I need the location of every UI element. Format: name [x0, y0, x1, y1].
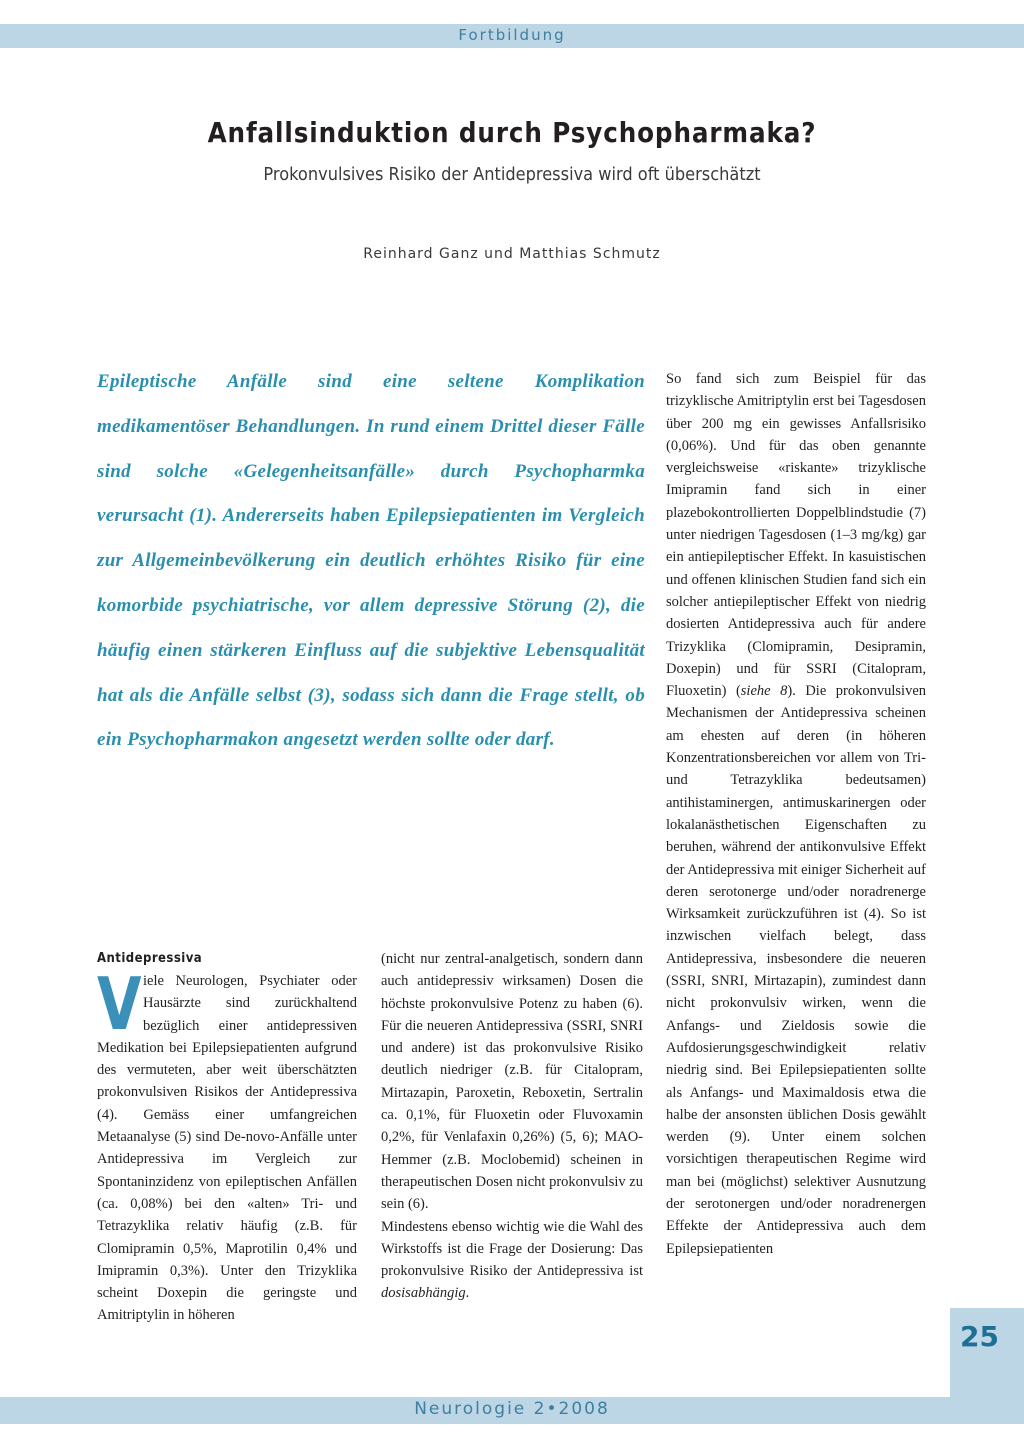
body-column-1 [97, 948, 357, 1327]
paragraph: (nicht nur zentral-analgetisch, sondern dann auch antidepressiv wirksamen) Dosen die höchste prokonvulsive Potenz zu haben (6). Für die neueren Antidepressiva (SSRI, SNRI und andere) ist das prokonvulsive Risiko deutlich niedriger (z.B. für Citalopram, Mirtazapin, Paroxetin, Reboxetin, Sertralin ca. 0,1%, für Fluoxetin oder Fluvoxamin 0,2%, für Venlafaxin 0,26%) (5, 6); MAO-Hemmer (z.B. Moclobemid) scheinen in therapeutischen Dosen nicht prokonvulsiv zu sein (6). [381, 951, 643, 1213]
article-title: Anfallsinduktion durch Psychopharmaka? [207, 116, 817, 149]
emphasis: dosisabhängig [381, 1285, 466, 1302]
paragraph [666, 368, 926, 1260]
body-column-2 [381, 948, 643, 1305]
header-band [0, 24, 1024, 48]
journal-label: Neurologie 2•2008 [414, 1399, 610, 1419]
paragraph-text: iele Neurologen, Psychiater oder Hausärzte sind zurückhaltend bezüglich einer antidepressiven Medikation bei Epilepsiepatienten aufgrund des vermuteten, aber weit überschätzten prokonvulsiven Risikos der Antidepressiva (4). Gemäss einer umfangreichen Metaanalyse (5) sind De-novo-Anfälle unter Antidepressiva im Vergleich zur Spontaninzidenz von epileptischen Anfällen (ca. 0,08%) bei den «alten» Tri- und Tetrazyklika relativ häufig (z.B. für Clomipramin 0,5%, Maprotilin 0,4% und Imipramin 0,3%). Unter den Trizyklika scheint Doxepin die geringste und Amitriptylin in höheren [97, 973, 357, 1324]
section-label: Fortbildung [458, 26, 566, 44]
page-number-tab [950, 1308, 1024, 1406]
paragraph-text: ). Die prokonvulsiven Mechanismen der Antidepressiva scheinen am ehesten auf deren (in höheren Konzentrationsbereichen vor allem von Tri- und Tetrazyklika bedeutsamen) antihistaminergen, antimuskarinergen oder lokalanästhetischen Eigenschaften zu beruhen, während der antikonvulsive Effekt der Antidepressiva mit einiger Sicherheit auf deren serotonerge und/oder noradrenerge Wirksamkeit zurückzuführen ist (4). So ist inzwischen vielfach belegt, dass Antidepressiva, insbesondere die neueren (SSRI, SNRI, Mirtazapin), zumindest dann nicht prokonvulsiv wirken, wenn die Anfangs- und Zieldosis sowie die Aufdosierungsgeschwindigkeit relativ niedrig sind. Bei Epilepsiepatienten sollte als Anfangs- und Maximaldosis etwa die halbe der ansonsten üblichen Dosis gewählt werden (9). Unter einem solchen vorsichtigen therapeutischen Regime wird man bei (möglichst) selektiver Ausnutzung der serotonergen und/oder noradrenergen Effekte der Antidepressiva auch dem Epilepsiepatienten [666, 683, 927, 1257]
footer-band [0, 1397, 1024, 1424]
article-subtitle: Prokonvulsives Risiko der Antidepressiva wird oft überschätzt [263, 164, 761, 185]
paragraph-text: . [465, 1285, 470, 1302]
emphasis: siehe 8 [740, 683, 788, 700]
paragraph-text: So fand sich zum Beispiel für das trizyklische Amitriptylin erst bei Tagesdosen über 200 mg ein gewisses Anfallsrisiko (0,06%). Und für das oben genannte vergleichsweise «riskante» trizyklische Imipramin fand sich in einer plazebokontrollierten Doppelblindstudie (7) unter niedrigen Tagesdosen (1–3 mg/kg) gar ein antiepileptischer Effekt. In kasuistischen und offenen klinischen Studien fand sich ein solcher antiepileptischer Effekt von niedrig dosierten Antidepressiva auch für andere Trizyklika (Clomipramin, Desipramin, Doxepin) und für SSRI (Citalopram, Fluoxetin) ( [666, 371, 926, 700]
section-heading: Antidepressiva [97, 951, 203, 966]
article-authors: Reinhard Ganz und Matthias Schmutz [363, 246, 661, 262]
paragraph [97, 962, 357, 1327]
dropcap: V [97, 962, 142, 1046]
page-number: 25 [960, 1320, 999, 1353]
abstract: Epileptische Anfälle sind eine seltene Komplikation medikamentöser Behandlungen. In rund einem Drittel dieser Fälle sind solche «Gelegenheitsanfälle» durch Psychopharmka verursacht (1). Andererseits haben Epilepsiepatienten im Vergleich zur Allgemeinbevölkerung ein deutlich erhöhtes Risiko für eine komorbide psychiatrische, vor allem depressive Störung (2), die häufig einen stärkeren Einfluss auf die subjektive Lebensqualität hat als die Anfälle selbst (3), sodass sich dann die Frage stellt, ob ein Psychopharmakon angesetzt werden sollte oder darf. [97, 371, 645, 751]
body-column-3 [666, 368, 926, 1260]
paragraph [381, 1216, 643, 1305]
paragraph-text: Mindestens ebenso wichtig wie die Wahl des Wirkstoffs ist die Frage der Dosierung: Das prokonvulsive Risiko der Antidepressiva ist [381, 1218, 643, 1280]
